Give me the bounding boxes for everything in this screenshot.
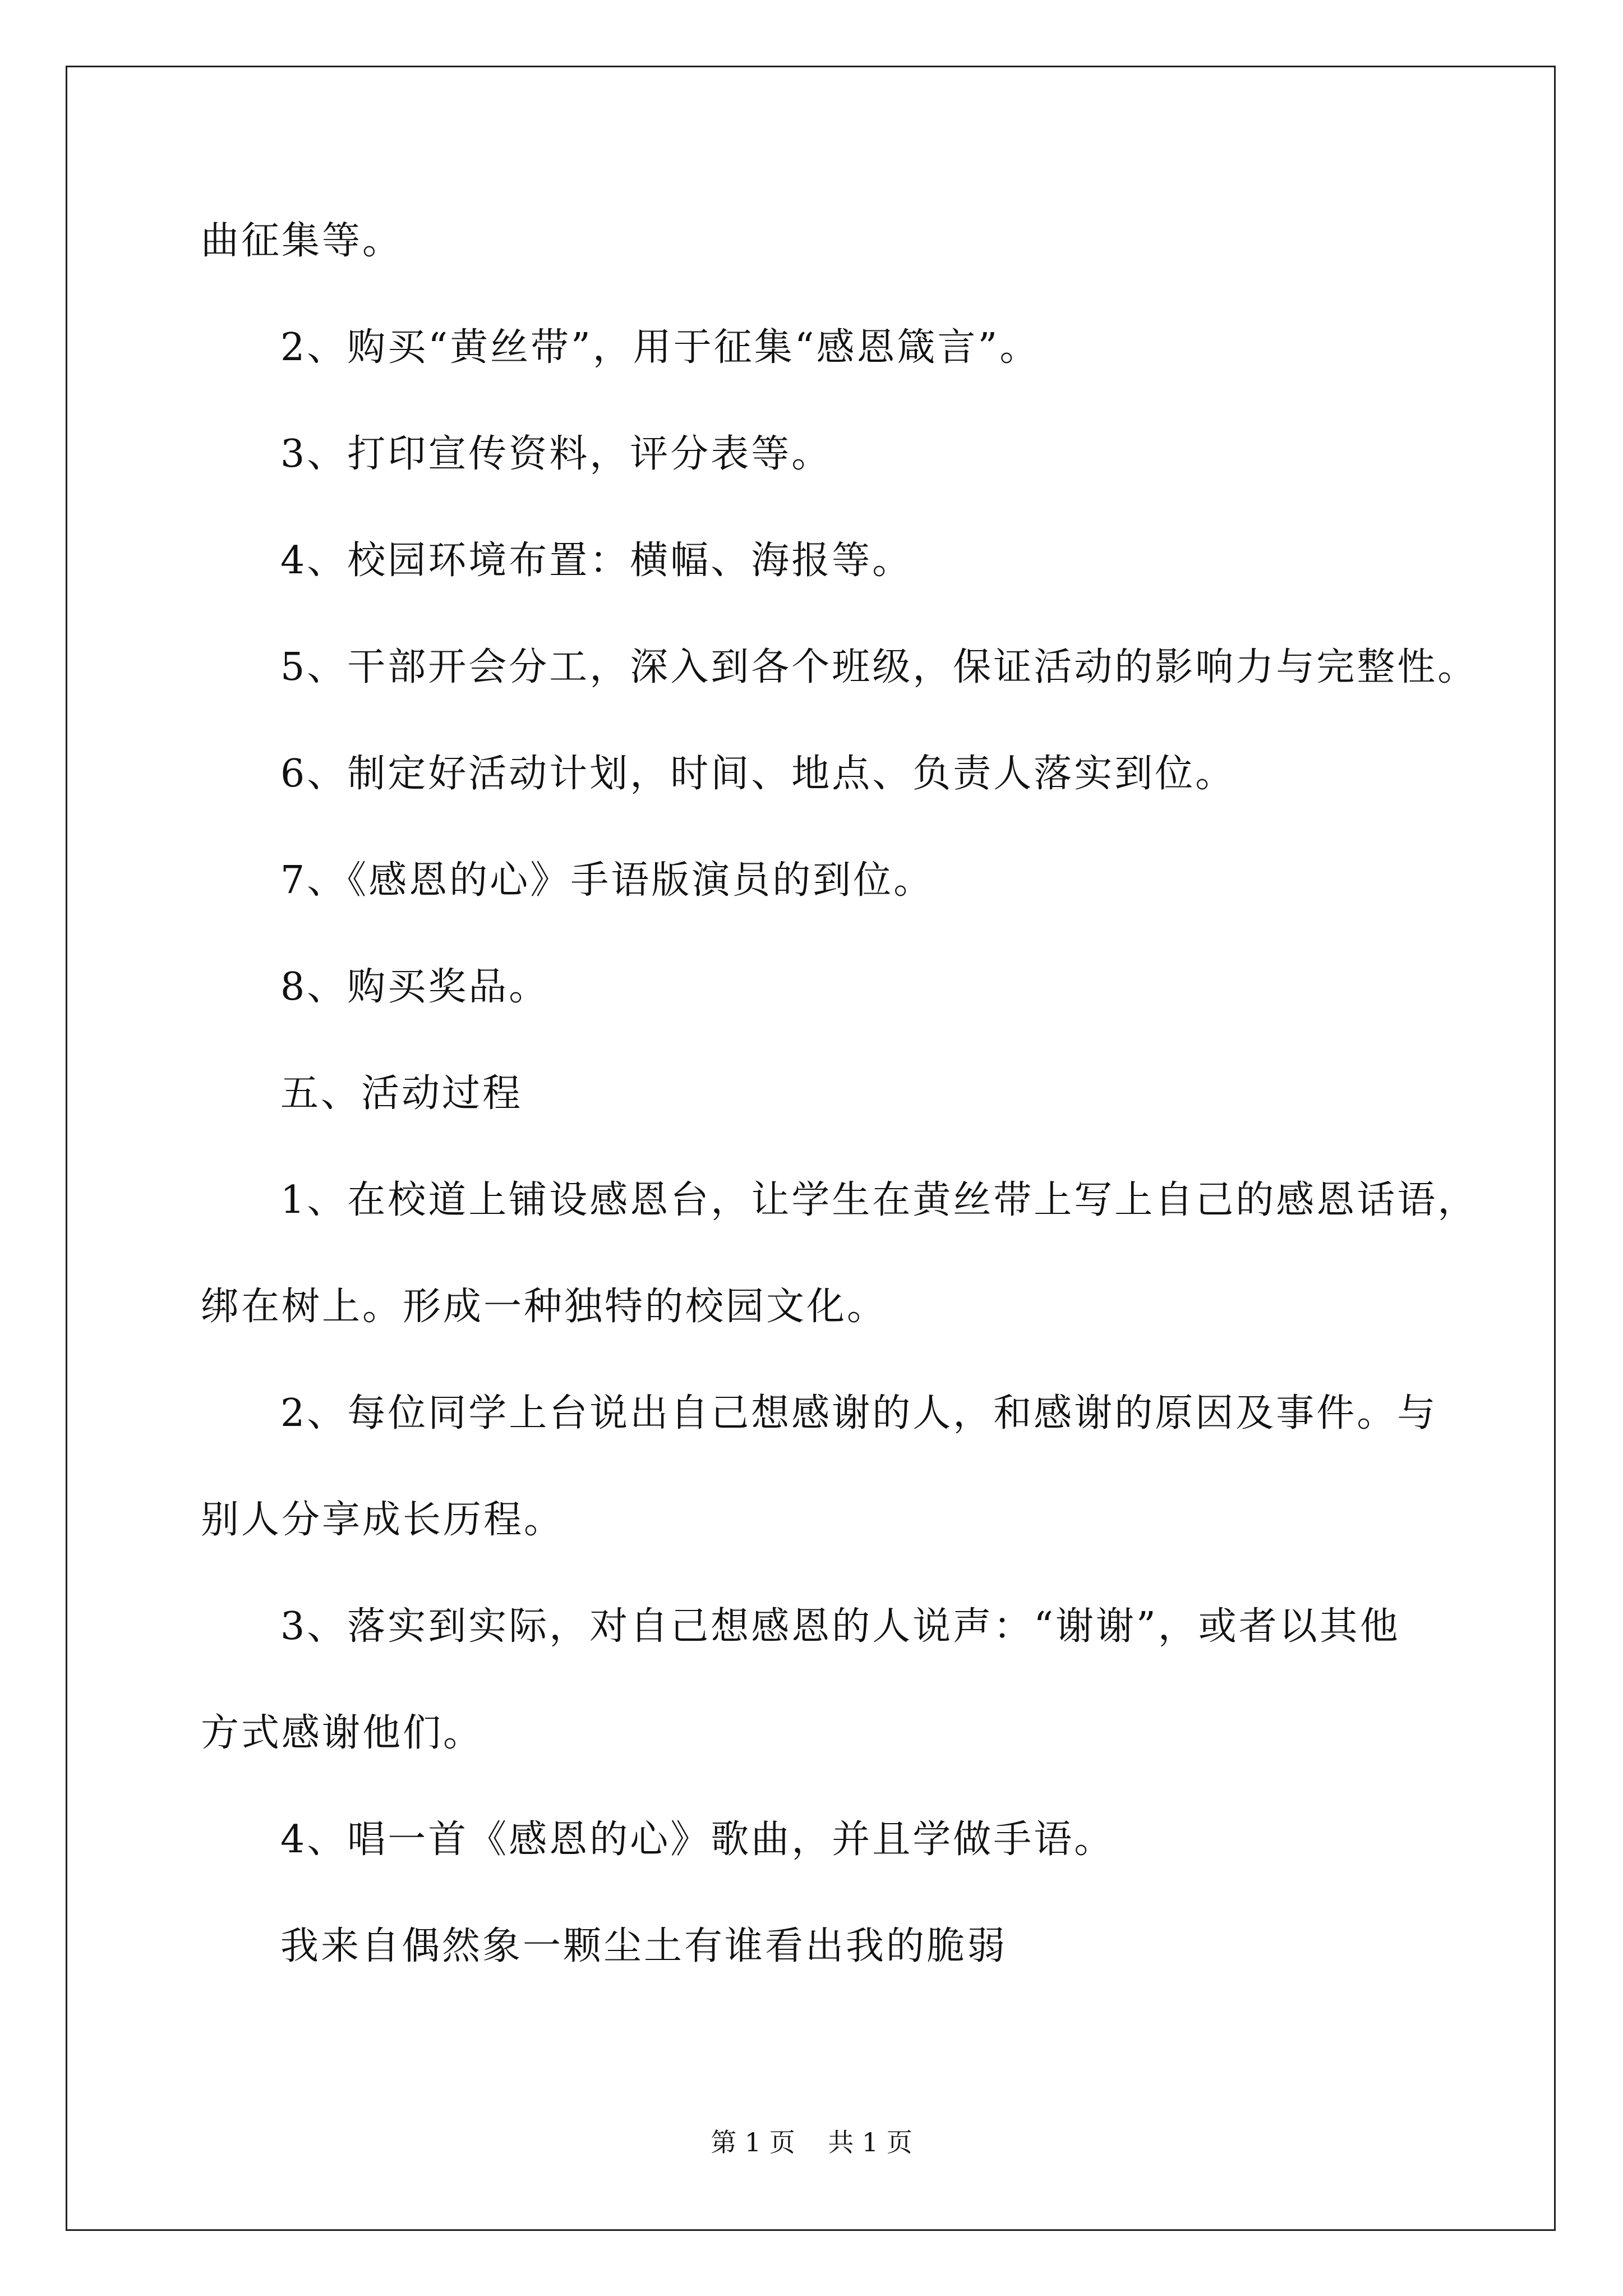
section-heading: 五、活动过程 <box>280 1071 523 1116</box>
paragraph: 方式感谢他们。 <box>201 1711 484 1755</box>
paragraph: 8、购买奖品。 <box>280 965 550 1009</box>
paragraph: 1、在校道上铺设感恩台，让学生在黄丝带上写上自己的感恩话语， <box>280 1178 1478 1222</box>
paragraph: 4、唱一首《感恩的心》歌曲，并且学做手语。 <box>280 1818 1115 1862</box>
paragraph: 7、《感恩的心》手语版演员的到位。 <box>280 858 934 903</box>
paragraph: 2、购买“黄丝带”，用于征集“感恩箴言”。 <box>280 325 1040 370</box>
page-border <box>66 66 1556 2231</box>
paragraph: 3、打印宣传资料，评分表等。 <box>280 432 832 476</box>
paragraph: 我来自偶然象一颗尘土有谁看出我的脆弱 <box>280 1924 1008 1968</box>
paragraph: 6、制定好活动计划，时间、地点、负责人落实到位。 <box>280 752 1236 796</box>
paragraph: 4、校园环境布置：横幅、海报等。 <box>280 539 913 583</box>
paragraph: 3、落实到实际，对自己想感恩的人说声：“谢谢”，或者以其他 <box>280 1604 1400 1649</box>
paragraph: 2、每位同学上台说出自己想感谢的人，和感谢的原因及事件。与 <box>280 1391 1438 1435</box>
page-number-footer: 第 1 页 共 1 页 <box>711 2127 912 2157</box>
paragraph: 5、干部开会分工，深入到各个班级，保证活动的影响力与完整性。 <box>280 645 1478 689</box>
paragraph: 别人分享成长历程。 <box>201 1498 565 1542</box>
paragraph: 曲征集等。 <box>201 219 403 263</box>
paragraph: 绑在树上。形成一种独特的校园文化。 <box>201 1285 888 1329</box>
